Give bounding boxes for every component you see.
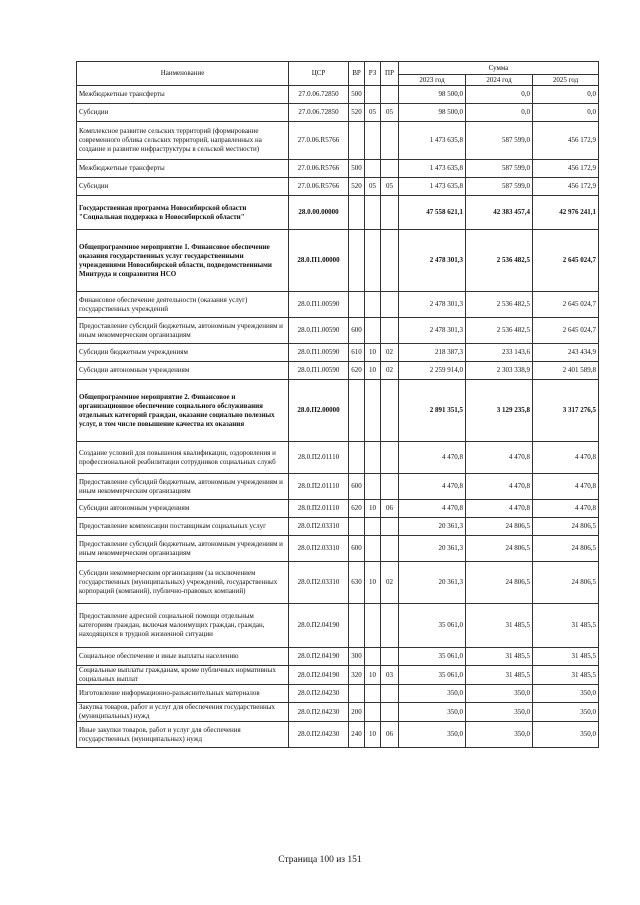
cell-pr [381, 292, 399, 318]
table-row [77, 230, 599, 292]
cell-code: 28.0.П1.00000 [289, 230, 349, 292]
header-year-2023: 2023 год [399, 75, 466, 86]
cell-rz [365, 536, 381, 562]
cell-name: Предоставление субсидий бюджетным, автономным учреждениям и иным некоммерческим организациям [77, 474, 289, 500]
cell-code: 28.0.П1.00590 [289, 362, 349, 380]
cell-2024: 31 485,5 [466, 648, 533, 666]
cell-pr: 02 [381, 344, 399, 362]
cell-2024: 24 806,5 [466, 518, 533, 536]
cell-rz [365, 122, 381, 160]
cell-2023: 218 387,3 [399, 344, 466, 362]
cell-name: Социальное обеспечение и иные выплаты населению [77, 648, 289, 666]
cell-name: Закупка товаров, работ и услуг для обеспечения государственных (муниципальных) нужд [77, 703, 289, 722]
cell-pr [381, 230, 399, 292]
cell-rz [365, 442, 381, 474]
cell-rz: 10 [365, 500, 381, 518]
cell-code: 28.0.П2.04230 [289, 703, 349, 722]
cell-pr [381, 685, 399, 703]
cell-rz [365, 648, 381, 666]
cell-name: Предоставление адресной социальной помощи отдельным категориям граждан, включая малоимущих граждан, граждан, находящихся в трудной жизненной ситуации [77, 604, 289, 648]
table-body [77, 86, 599, 748]
cell-rz: 05 [365, 104, 381, 122]
cell-name: Субсидии некоммерческим организациям (за исключением государственных (муниципальных) учреждений, государственных корпораций (компаний), публично-правовых компаний) [77, 562, 289, 604]
cell-vr [349, 518, 365, 536]
cell-name: Субсидии [77, 178, 289, 196]
cell-name: Создание условий для повышения квалификации, оздоровления и профессиональной реабилитации сотрудников социальных служб [77, 442, 289, 474]
cell-pr [381, 474, 399, 500]
cell-name: Общепрограммное мероприятие 1. Финансовое обеспечение оказания государственных услуг государственными учреждениями Новосибирской области, подведомственными Минтруда и соцразвития НСО [77, 230, 289, 292]
cell-vr [349, 685, 365, 703]
cell-rz [365, 230, 381, 292]
header-code: ЦСР [289, 62, 349, 86]
cell-name: Предоставление субсидий бюджетным, автономным учреждениям и иным некоммерческим организациям [77, 536, 289, 562]
cell-2024: 24 806,5 [466, 562, 533, 604]
cell-2024: 2 536 482,5 [466, 318, 533, 344]
cell-vr [349, 196, 365, 230]
cell-2025: 2 401 589,8 [533, 362, 599, 380]
cell-pr [381, 703, 399, 722]
table-row [77, 122, 599, 160]
cell-vr: 520 [349, 178, 365, 196]
cell-name: Изготовление информационно-разъяснительных материалов [77, 685, 289, 703]
cell-vr: 620 [349, 362, 365, 380]
cell-pr [381, 442, 399, 474]
cell-2025: 350,0 [533, 722, 599, 748]
cell-code: 28.0.П1.00590 [289, 318, 349, 344]
cell-pr [381, 648, 399, 666]
cell-rz [365, 685, 381, 703]
table-row [77, 362, 599, 380]
cell-pr [381, 536, 399, 562]
cell-2024: 31 485,5 [466, 666, 533, 685]
cell-code: 28.0.П2.04190 [289, 666, 349, 685]
cell-rz [365, 474, 381, 500]
cell-code: 28.0.П1.00590 [289, 344, 349, 362]
cell-2024: 2 536 482,5 [466, 292, 533, 318]
cell-pr: 06 [381, 500, 399, 518]
table-row [77, 344, 599, 362]
cell-name: Межбюджетные трансферты [77, 86, 289, 104]
table-row [77, 562, 599, 604]
cell-2025: 31 485,5 [533, 604, 599, 648]
cell-vr [349, 122, 365, 160]
cell-name: Субсидии автономным учреждениям [77, 500, 289, 518]
table-row [77, 160, 599, 178]
cell-code: 28.0.П2.00000 [289, 380, 349, 442]
cell-rz: 05 [365, 178, 381, 196]
cell-2024: 350,0 [466, 722, 533, 748]
cell-pr: 06 [381, 722, 399, 748]
cell-code: 28.0.П2.01110 [289, 500, 349, 518]
cell-rz [365, 196, 381, 230]
table-row [77, 196, 599, 230]
cell-name: Государственная программа Новосибирской области "Социальная поддержка в Новосибирской области" [77, 196, 289, 230]
cell-2023: 2 259 914,0 [399, 362, 466, 380]
table-row [77, 442, 599, 474]
cell-vr: 320 [349, 666, 365, 685]
cell-code: 27.0.06.R5766 [289, 178, 349, 196]
table-row [77, 292, 599, 318]
cell-rz [365, 160, 381, 178]
cell-2025: 42 976 241,1 [533, 196, 599, 230]
cell-2024: 233 143,6 [466, 344, 533, 362]
cell-2023: 2 891 351,5 [399, 380, 466, 442]
table-row [77, 104, 599, 122]
cell-2023: 4 470,8 [399, 500, 466, 518]
cell-vr [349, 380, 365, 442]
cell-2025: 24 806,5 [533, 536, 599, 562]
cell-2025: 243 434,9 [533, 344, 599, 362]
table-row [77, 380, 599, 442]
cell-2025: 31 485,5 [533, 666, 599, 685]
cell-2024: 0,0 [466, 104, 533, 122]
cell-2025: 456 172,9 [533, 122, 599, 160]
cell-2025: 3 317 276,5 [533, 380, 599, 442]
cell-2023: 2 478 301,3 [399, 292, 466, 318]
cell-2025: 2 645 024,7 [533, 230, 599, 292]
table-row [77, 86, 599, 104]
cell-2025: 0,0 [533, 86, 599, 104]
cell-2023: 98 500,0 [399, 104, 466, 122]
cell-pr: 02 [381, 562, 399, 604]
cell-2025: 350,0 [533, 703, 599, 722]
header-pr: ПР [381, 62, 399, 86]
cell-pr [381, 86, 399, 104]
cell-name: Субсидии [77, 104, 289, 122]
cell-2023: 20 361,3 [399, 562, 466, 604]
cell-code: 28.0.П2.03310 [289, 562, 349, 604]
cell-vr [349, 604, 365, 648]
cell-2023: 350,0 [399, 685, 466, 703]
cell-pr [381, 122, 399, 160]
cell-code: 28.0.П2.04190 [289, 604, 349, 648]
cell-name: Комплексное развитие сельских территорий (формирование современного облика сельских территорий, направленных на создание и развитие инфраструктуры в сельской местности) [77, 122, 289, 160]
cell-vr: 500 [349, 160, 365, 178]
cell-2023: 20 361,3 [399, 536, 466, 562]
cell-name: Межбюджетные трансферты [77, 160, 289, 178]
cell-rz: 10 [365, 722, 381, 748]
cell-code: 28.0.П2.01110 [289, 474, 349, 500]
cell-pr: 03 [381, 666, 399, 685]
cell-name: Предоставление компенсации поставщикам социальных услуг [77, 518, 289, 536]
cell-name: Иные закупки товаров, работ и услуг для обеспечения государственных (муниципальных) нужд [77, 722, 289, 748]
cell-2025: 2 645 024,7 [533, 292, 599, 318]
cell-rz [365, 703, 381, 722]
cell-vr [349, 230, 365, 292]
cell-vr: 240 [349, 722, 365, 748]
cell-2023: 4 470,8 [399, 442, 466, 474]
cell-code: 27.0.06.72850 [289, 104, 349, 122]
cell-2025: 31 485,5 [533, 648, 599, 666]
cell-2024: 2 303 338,9 [466, 362, 533, 380]
table-row [77, 500, 599, 518]
cell-pr [381, 160, 399, 178]
cell-2024: 2 536 482,5 [466, 230, 533, 292]
cell-2023: 2 478 301,3 [399, 230, 466, 292]
cell-vr: 500 [349, 86, 365, 104]
cell-pr: 05 [381, 178, 399, 196]
cell-2023: 35 061,0 [399, 604, 466, 648]
table-row [77, 474, 599, 500]
table-row [77, 666, 599, 685]
cell-2025: 4 470,8 [533, 474, 599, 500]
cell-2024: 0,0 [466, 86, 533, 104]
cell-2025: 4 470,8 [533, 442, 599, 474]
cell-rz [365, 604, 381, 648]
cell-2024: 24 806,5 [466, 536, 533, 562]
cell-name: Социальные выплаты гражданам, кроме публичных нормативных социальных выплат [77, 666, 289, 685]
header-sum: Сумма [399, 62, 599, 75]
cell-name: Финансовое обеспечение деятельности (оказания услуг) государственных учреждений [77, 292, 289, 318]
cell-name: Субсидии бюджетным учреждениям [77, 344, 289, 362]
cell-2023: 1 473 635,8 [399, 122, 466, 160]
cell-2023: 350,0 [399, 703, 466, 722]
cell-name: Субсидии автономным учреждениям [77, 362, 289, 380]
header-rz: РЗ [365, 62, 381, 86]
cell-2025: 456 172,9 [533, 178, 599, 196]
table-row [77, 648, 599, 666]
budget-table [76, 61, 599, 748]
cell-2024: 4 470,8 [466, 474, 533, 500]
cell-2023: 350,0 [399, 722, 466, 748]
table-row [77, 518, 599, 536]
cell-vr: 620 [349, 500, 365, 518]
cell-code: 28.0.П2.04230 [289, 722, 349, 748]
cell-2023: 2 478 301,3 [399, 318, 466, 344]
cell-2025: 0,0 [533, 104, 599, 122]
cell-2023: 35 061,0 [399, 648, 466, 666]
cell-vr: 630 [349, 562, 365, 604]
cell-2024: 587 599,0 [466, 160, 533, 178]
cell-2024: 42 383 457,4 [466, 196, 533, 230]
header-year-2025: 2025 год [533, 75, 599, 86]
cell-2023: 47 558 621,1 [399, 196, 466, 230]
cell-name: Общепрограммное мероприятие 2. Финансовое и организационное обеспечение социального обслуживания отдельных категорий граждан, оказание социально полезных услуг, в том числе повышение качества их оказания [77, 380, 289, 442]
cell-2024: 4 470,8 [466, 500, 533, 518]
cell-code: 28.0.П2.04190 [289, 648, 349, 666]
cell-2025: 2 645 024,7 [533, 318, 599, 344]
cell-rz [365, 518, 381, 536]
cell-rz [365, 292, 381, 318]
cell-code: 27.0.06.R5766 [289, 122, 349, 160]
cell-vr [349, 292, 365, 318]
cell-pr [381, 196, 399, 230]
table-row [77, 604, 599, 648]
cell-code: 27.0.06.72850 [289, 86, 349, 104]
cell-code: 27.0.06.R5766 [289, 160, 349, 178]
cell-2024: 4 470,8 [466, 442, 533, 474]
cell-2024: 350,0 [466, 703, 533, 722]
cell-2024: 587 599,0 [466, 122, 533, 160]
cell-rz: 10 [365, 562, 381, 604]
cell-2023: 20 361,3 [399, 518, 466, 536]
cell-rz [365, 86, 381, 104]
page-number: Страница 100 из 151 [278, 855, 362, 865]
header-name: Наименование [77, 62, 289, 86]
cell-rz: 10 [365, 362, 381, 380]
cell-2025: 350,0 [533, 685, 599, 703]
cell-2024: 587 599,0 [466, 178, 533, 196]
cell-pr [381, 318, 399, 344]
cell-code: 28.0.П2.03310 [289, 536, 349, 562]
cell-2023: 35 061,0 [399, 666, 466, 685]
cell-2025: 24 806,5 [533, 518, 599, 536]
table-row [77, 703, 599, 722]
cell-2024: 31 485,5 [466, 604, 533, 648]
table-row [77, 178, 599, 196]
cell-code: 28.0.П2.03310 [289, 518, 349, 536]
cell-code: 28.0.00.00000 [289, 196, 349, 230]
header-vr: ВР [349, 62, 365, 86]
cell-rz: 10 [365, 666, 381, 685]
cell-vr: 610 [349, 344, 365, 362]
cell-code: 28.0.П1.00590 [289, 292, 349, 318]
table-row [77, 685, 599, 703]
cell-2024: 350,0 [466, 685, 533, 703]
cell-2024: 3 129 235,8 [466, 380, 533, 442]
table-row [77, 722, 599, 748]
cell-vr: 520 [349, 104, 365, 122]
cell-pr [381, 380, 399, 442]
cell-code: 28.0.П2.01110 [289, 442, 349, 474]
table-row [77, 536, 599, 562]
cell-2025: 4 470,8 [533, 500, 599, 518]
cell-rz: 10 [365, 344, 381, 362]
cell-2025: 456 172,9 [533, 160, 599, 178]
cell-vr: 200 [349, 703, 365, 722]
cell-2023: 1 473 635,8 [399, 178, 466, 196]
cell-2023: 4 470,8 [399, 474, 466, 500]
header-year-2024: 2024 год [466, 75, 533, 86]
cell-vr [349, 442, 365, 474]
cell-2023: 1 473 635,8 [399, 160, 466, 178]
cell-vr: 600 [349, 318, 365, 344]
cell-pr [381, 518, 399, 536]
cell-rz [365, 318, 381, 344]
cell-code: 28.0.П2.04230 [289, 685, 349, 703]
table-row [77, 318, 599, 344]
cell-pr [381, 604, 399, 648]
cell-name: Предоставление субсидий бюджетным, автономным учреждениям и иным некоммерческим организациям [77, 318, 289, 344]
cell-rz [365, 380, 381, 442]
cell-pr: 02 [381, 362, 399, 380]
cell-vr: 600 [349, 536, 365, 562]
cell-pr: 05 [381, 104, 399, 122]
cell-2023: 98 500,0 [399, 86, 466, 104]
cell-2025: 24 806,5 [533, 562, 599, 604]
cell-vr: 300 [349, 648, 365, 666]
cell-vr: 600 [349, 474, 365, 500]
